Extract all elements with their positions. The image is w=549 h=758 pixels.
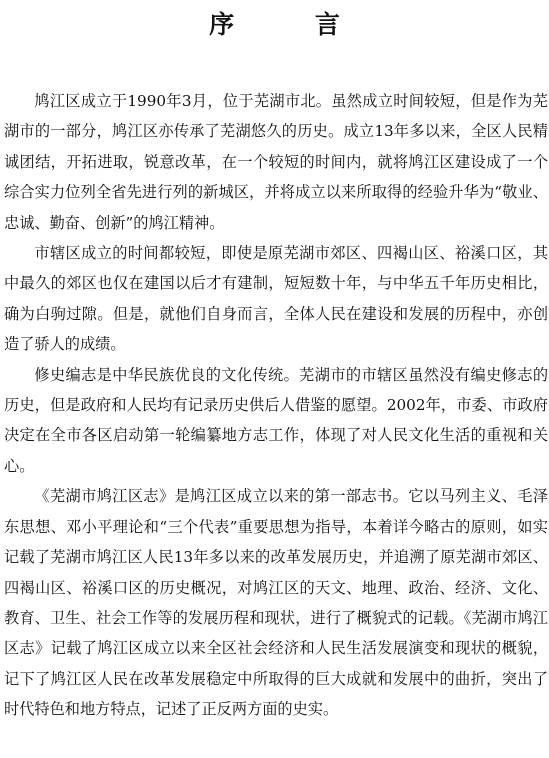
paragraph-2: 市辖区成立的时间都较短，即使是原芜湖市郊区、四褐山区、裕溪口区，其中最久的郊区也仅在建国以后才有建制，短短数十年，与中华五千年历史相比，确为白驹过隙。但是，就他们自身而言，全体人民在建设和发展的历程中，亦创造了骄人的成绩。 <box>4 244 548 354</box>
page-title: 序 言 <box>209 10 376 39</box>
paragraph-3: 修史编志是中华民族优良的文化传统。芜湖市的市辖区虽然没有编史修志的历史，但是政府和人民均有记录历史供后人借鉴的愿望。2002年，市委、市政府决定在全市各区启动第一轮编纂地方志工作，体现了对人民文化生活的重视和关心。 <box>4 365 548 475</box>
paragraph-4: 《芜湖市鸠江区志》是鸠江区成立以来的第一部志书。它以马列主义、毛泽东思想、邓小平理论和“三个代表”重要思想为指导，本着详今略古的原则，如实记载了芜湖市鸠江区人民13年多以来的改革发展历史，并追溯了原芜湖市郊区、四褐山区、裕溪口区的历史概况，对鸠江区的天文、地理、政治、经济、文化、教育、卫生、社会工作等的发展历程和现状，进行了概貌式的记载。《芜湖市鸠江区志》记载了鸠江区成立以来全区社会经济和人民生活发展演变和现状的概貌，记下了鸠江区人民在改革发展稳定中所取得的巨大成就和发展中的曲折，突出了时代特色和地方特点，记述了正反两方面的史实。 <box>4 487 548 719</box>
preface-body <box>4 86 548 725</box>
paragraph-1: 鸠江区成立于1990年3月，位于芜湖市北。虽然成立时间较短，但是作为芜湖市的一部分，鸠江区亦传承了芜湖悠久的历史。成立13年多以来，全区人民精诚团结，开拓进取，锐意改革，在一个较短的时间内，就将鸠江区建设成了一个综合实力位列全省先进行列的新城区，并将成立以来所取得的经验升华为“敬业、忠诚、勤奋、创新”的鸠江精神。 <box>4 92 548 232</box>
